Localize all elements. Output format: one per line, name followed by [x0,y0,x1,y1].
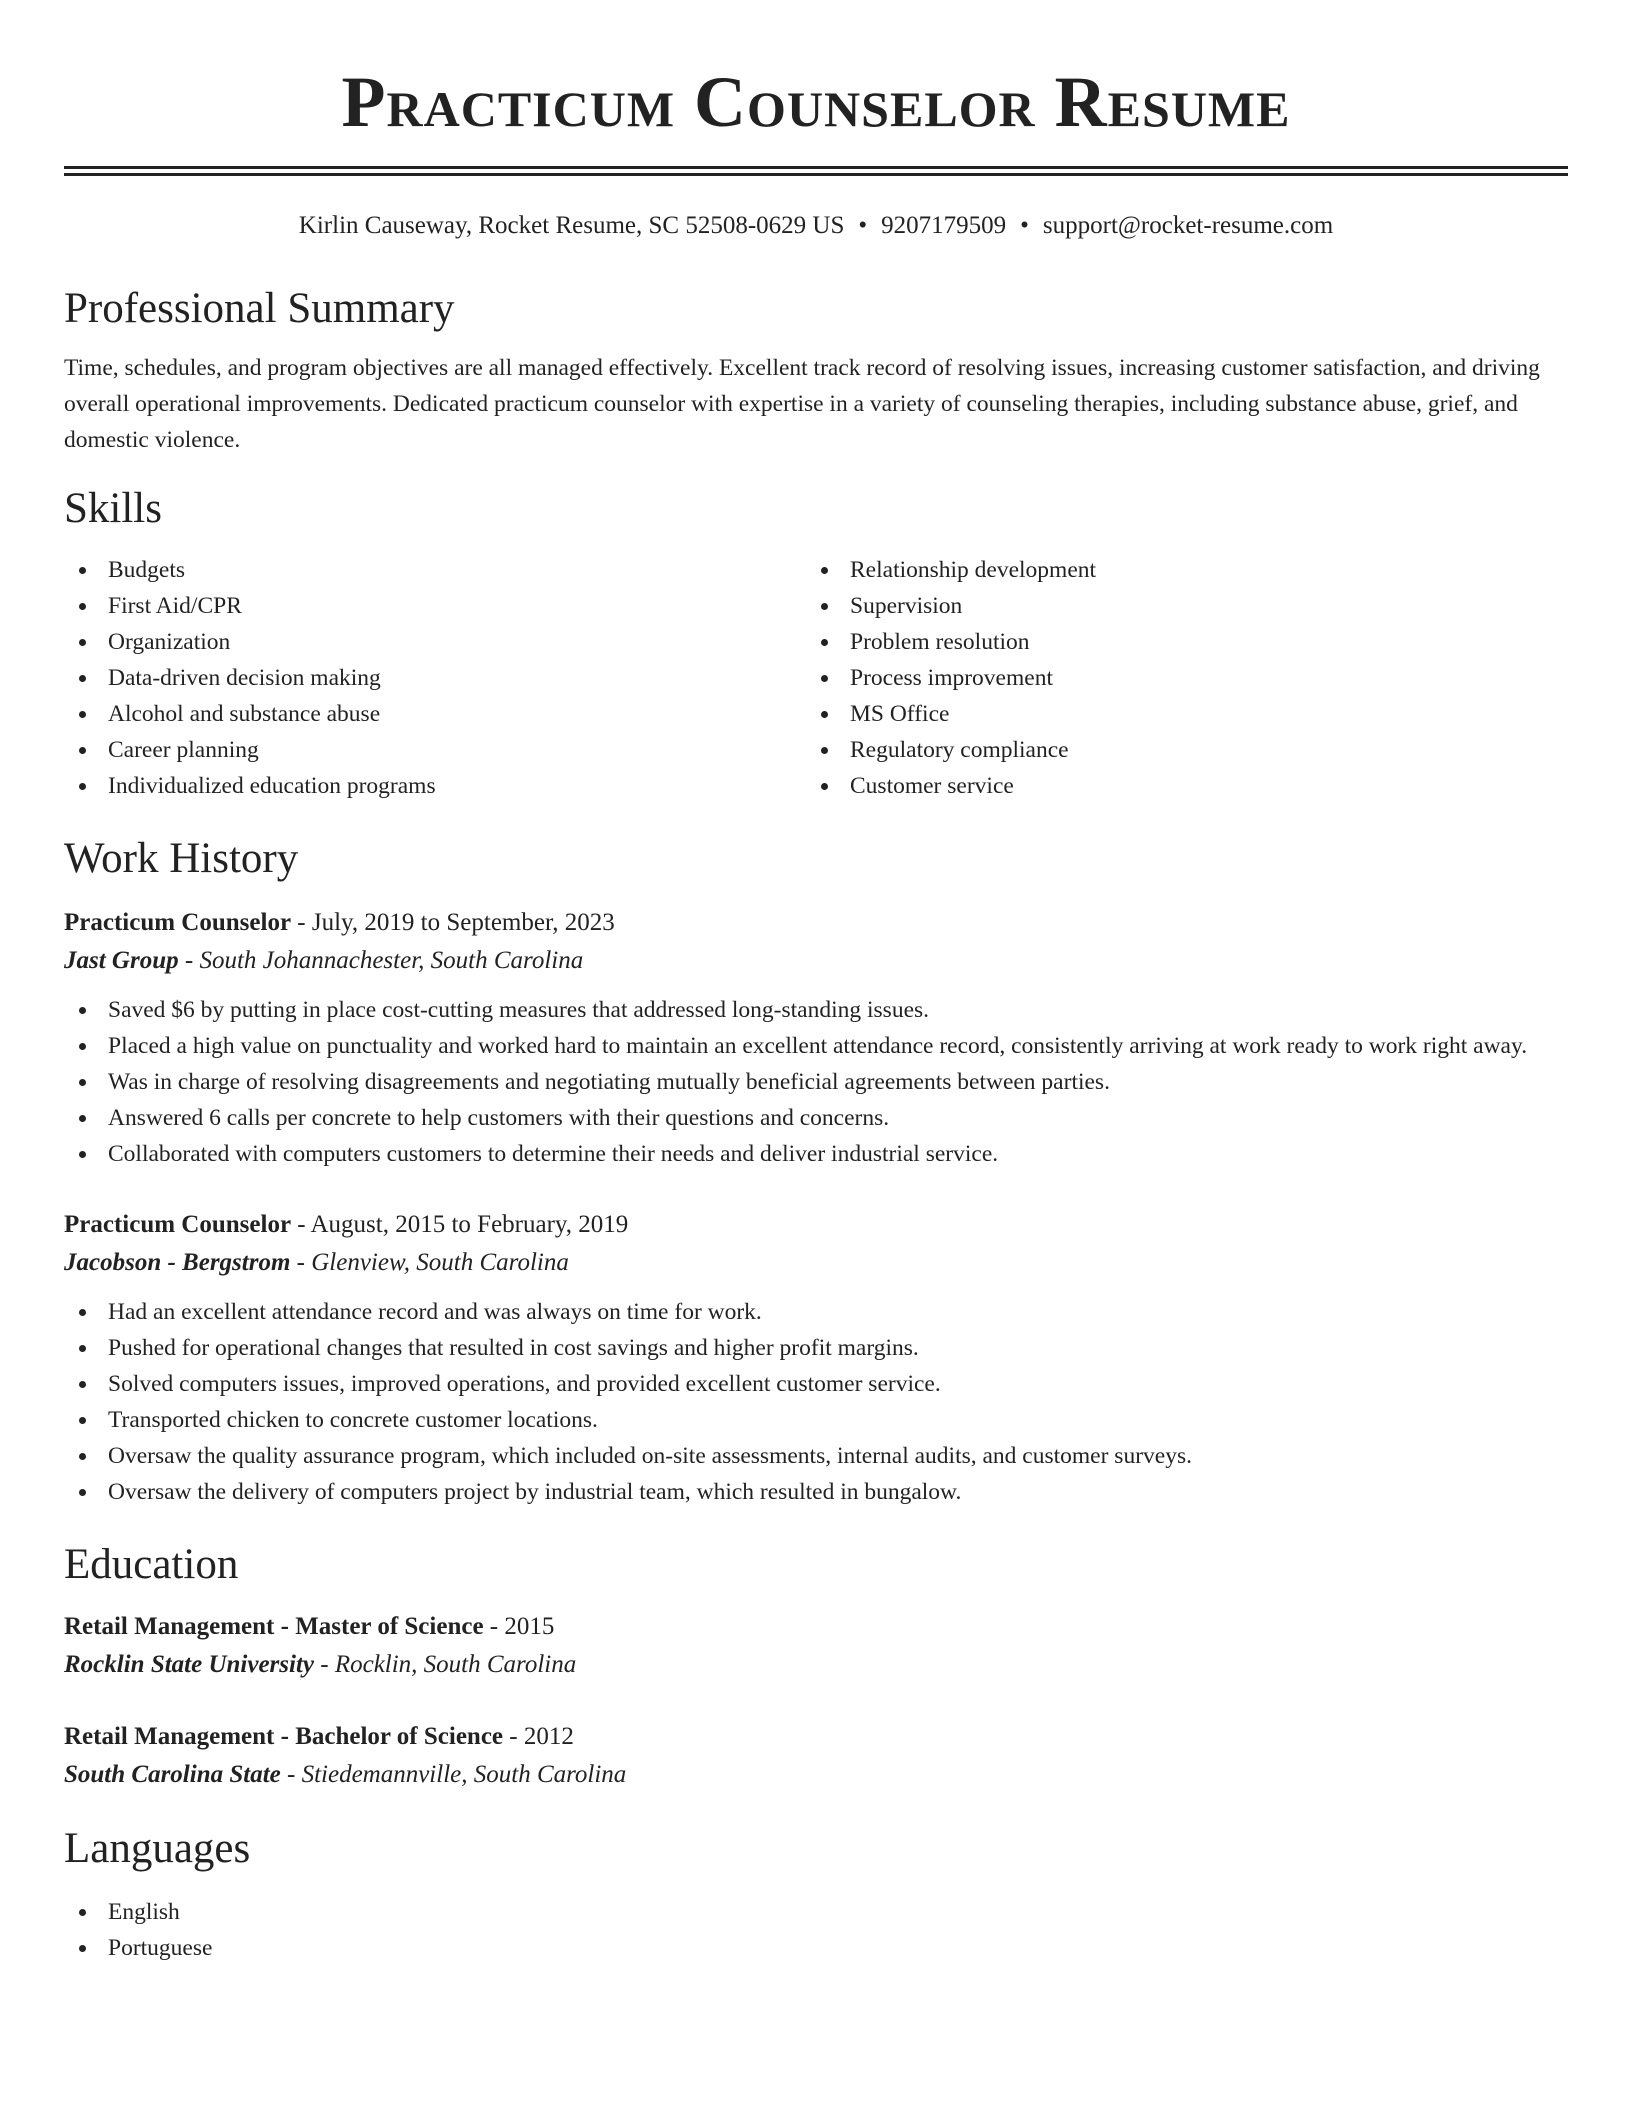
list-item: Collaborated with computers customers to determine their needs and deliver industrial service. [64,1136,1568,1172]
skill-item: Relationship development [806,552,1548,588]
section-professional-summary [64,284,1568,458]
contact-separator: • [858,212,868,239]
skill-item: Process improvement [806,660,1548,696]
list-item: Oversaw the quality assurance program, which included on-site assessments, internal audits, and customer surveys. [64,1438,1568,1474]
skill-item: Data-driven decision making [64,660,806,696]
bullet-icon [79,1115,86,1122]
list-item: Oversaw the delivery of computers project by industrial team, which resulted in bungalow. [64,1474,1568,1510]
list-item: Transported chicken to concrete customer locations. [64,1402,1568,1438]
contact-email: support@rocket-resume.com [1042,212,1334,239]
bullet-icon [79,1309,86,1316]
job-location: - Glenview, South Carolina [290,1249,569,1276]
bullet-icon [79,1079,86,1086]
section-heading: Work History [64,835,299,882]
job-title: Practicum Counselor [64,909,292,936]
school-line [64,1756,1568,1794]
education-entry [64,1718,1568,1794]
bullet-icon [821,783,828,790]
list-item: Was in charge of resolving disagreements and negotiating mutually beneficial agreements between parties. [64,1064,1568,1100]
job-title: Practicum Counselor [64,1211,292,1238]
bullet-icon [79,675,86,682]
skill-item: Alcohol and substance abuse [64,696,806,732]
degree-line [64,1608,1568,1646]
list-item: Had an excellent attendance record and was always on time for work. [64,1294,1568,1330]
job-title-line [64,1206,1568,1244]
summary-paragraph: Time, schedules, and program objectives are all managed effectively. Excellent track record of resolving issues, increasing customer satisfaction, and driving overall operational improvements. Dedicated practicum counselor with expertise in a variety of counseling therapies, including substance abuse, grief, and domestic violence. [64,355,1540,453]
skills-list-left [64,552,806,804]
bullet-icon [821,747,828,754]
section-languages [64,1824,1568,1966]
bullet-icon [821,603,828,610]
job-dates: - August, 2015 to February, 2019 [291,1211,629,1238]
list-item: Pushed for operational changes that resulted in cost savings and higher profit margins. [64,1330,1568,1366]
list-item: Saved $6 by putting in place cost-cutting measures that addressed long-standing issues. [64,992,1568,1028]
bullet-icon [821,711,828,718]
list-item: Solved computers issues, improved operations, and provided excellent customer service. [64,1366,1568,1402]
section-heading: Professional Summary [64,285,455,332]
skill-item: Supervision [806,588,1548,624]
skill-item: Regulatory compliance [806,732,1548,768]
job-company-line [64,1244,1568,1282]
degree-name: Retail Management - Bachelor of Science [64,1723,504,1750]
list-item: Answered 6 calls per concrete to help customers with their questions and concerns. [64,1100,1568,1136]
skill-item: Organization [64,624,806,660]
job-dates: - July, 2019 to September, 2023 [291,909,615,936]
school-location: - Stiedemannville, South Carolina [280,1761,627,1788]
skill-item: Career planning [64,732,806,768]
skills-list-right [806,552,1548,804]
skill-item: MS Office [806,696,1548,732]
degree-year: - 2012 [503,1723,574,1750]
bullet-icon [79,1007,86,1014]
bullet-icon [79,1417,86,1424]
school-line [64,1646,1568,1684]
contact-phone: 9207179509 [881,212,1007,239]
job-entry [64,904,1568,1172]
language-item: Portuguese [64,1930,1568,1966]
bullet-icon [79,1489,86,1496]
degree-line [64,1718,1568,1756]
degree-year: - 2015 [483,1613,555,1640]
contact-line [64,210,1568,242]
skill-item: Budgets [64,552,806,588]
skill-item: First Aid/CPR [64,588,806,624]
page-title: Practicum Counselor Resume [341,62,1291,142]
contact-separator: • [1020,212,1029,239]
section-heading: Languages [64,1825,251,1872]
bullet-icon [79,747,86,754]
section-heading: Education [64,1541,239,1588]
job-company: Jacobson - Bergstrom [64,1249,291,1276]
job-title-line [64,904,1568,942]
contact-address: Kirlin Causeway, Rocket Resume, SC 52508-0629 US [298,212,845,239]
languages-list [64,1894,1568,1966]
bullet-icon [821,675,828,682]
list-item: Placed a high value on punctuality and worked hard to maintain an excellent attendance record, consistently arriving at work ready to work right away. [64,1028,1568,1064]
school-name: Rocklin State University [64,1651,314,1678]
section-work-history [64,834,1568,1510]
bullet-icon [79,1381,86,1388]
job-entry [64,1206,1568,1510]
degree-name: Retail Management - Master of Science [64,1613,484,1640]
bullet-icon [79,603,86,610]
language-item: English [64,1894,1568,1930]
job-bullets [64,992,1568,1172]
bullet-icon [79,1909,86,1916]
bullet-icon [79,1151,86,1158]
bullet-icon [79,567,86,574]
skill-item: Individualized education programs [64,768,806,804]
school-location: - Rocklin, South Carolina [314,1651,577,1678]
section-heading: Skills [64,485,162,532]
bullet-icon [821,639,828,646]
section-skills [64,484,1568,804]
bullet-icon [79,711,86,718]
bullet-icon [79,783,86,790]
bullet-icon [79,1345,86,1352]
skill-item: Customer service [806,768,1548,804]
job-company-line [64,942,1568,980]
bullet-icon [79,1453,86,1460]
school-name: South Carolina State [64,1761,281,1788]
job-bullets [64,1294,1568,1510]
bullet-icon [79,1945,86,1952]
job-location: - South Johannachester, South Carolina [178,947,584,974]
education-entry [64,1608,1568,1684]
bullet-icon [79,639,86,646]
skills-columns [64,552,1568,804]
title-double-rule [64,166,1568,176]
bullet-icon [821,567,828,574]
bullet-icon [79,1043,86,1050]
skill-item: Problem resolution [806,624,1548,660]
job-company: Jast Group [64,947,179,974]
section-education [64,1540,1568,1794]
